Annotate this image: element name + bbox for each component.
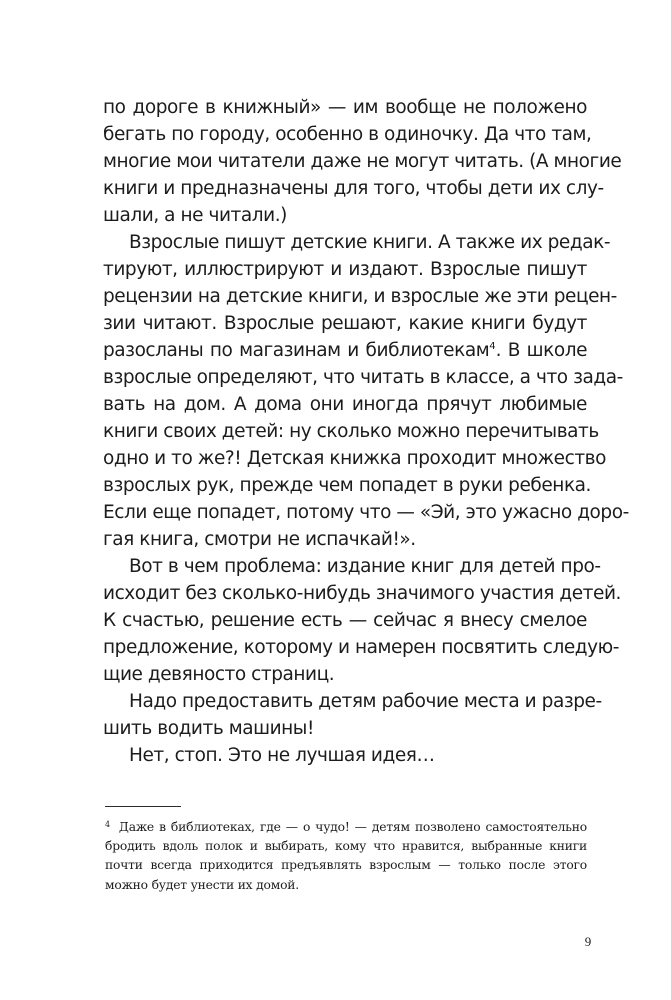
footnote: [105, 818, 587, 895]
footnote-line: бродить вдоль полок и выбирать, кому что нравится, выбранные книги: [105, 839, 587, 854]
text-line: зии читают. Взрослые решают, какие книги будут: [103, 313, 587, 334]
text-line: взрослых рук, прежде чем попадет в руки ребенка.: [103, 475, 591, 496]
text-line: гая книга, смотри не испачкай!».: [103, 529, 416, 550]
footnote-line: [105, 818, 587, 837]
page-number: 9: [584, 934, 592, 949]
text-line: одно и то же?! Детская книжка проходит множество: [103, 448, 606, 469]
text-line: книги и предназначены для того, чтобы дети их слу-: [103, 178, 604, 199]
text-line: Нет, стоп. Это не лучшая идея…: [129, 745, 435, 766]
text-line: Надо предоставить детям рабочие места и разре-: [129, 691, 602, 712]
text-fragment: разосланы по магазинам и библиотекам: [103, 340, 490, 361]
text-line: шить водить машины!: [103, 718, 314, 739]
footnote-reference-marker[interactable]: 4: [489, 341, 496, 352]
footnote-marker: 4: [105, 820, 110, 829]
footnote-line: почти всегда приходится предъявлять взрослым — только после этого: [105, 858, 587, 873]
text-line: взрослые определяют, что читать в классе, а что зада-: [103, 367, 623, 388]
main-text: [103, 94, 629, 769]
footnote-text: Даже в библиотеках, где — о чудо! — детям позволено самостоятельно: [118, 820, 587, 834]
text-line: К счастью, решение есть — сейчас я внесу смелое: [103, 610, 587, 631]
footnote-line: можно будет унести их домой.: [105, 877, 299, 892]
text-line: тируют, иллюстрируют и издают. Взрослые пишут: [103, 259, 587, 280]
footnote-separator: [105, 806, 181, 807]
text-line: Если еще попадет, потому что — «Эй, это ужасно доро-: [103, 502, 629, 523]
text-fragment: . В школе: [495, 340, 587, 361]
text-line: книги своих детей: ну сколько можно перечитывать: [103, 421, 599, 442]
text-line: щие девяносто страниц.: [103, 664, 335, 685]
text-line: по дороге в книжный» — им вообще не положено: [103, 97, 587, 118]
text-line: Взрослые пишут детские книги. А также их редак-: [129, 232, 611, 253]
text-line: исходит без сколько-нибудь значимого участия детей.: [103, 583, 621, 604]
text-line: вать на дом. А дома они иногда прячут любимые: [103, 394, 587, 415]
text-line: предложение, которому и намерен посвятить следую-: [103, 637, 619, 658]
text-line: Вот в чем проблема: издание книг для детей про-: [129, 556, 601, 577]
text-line: бегать по городу, особенно в одиночку. Да что там,: [103, 124, 592, 145]
text-line: многие мои читатели даже не могут читать. (А многие: [103, 151, 622, 172]
text-line: рецензии на детские книги, и взрослые же эти рецен-: [103, 286, 617, 307]
text-line-with-reference: [103, 337, 587, 364]
text-line: шали, а не читали.): [103, 205, 287, 226]
